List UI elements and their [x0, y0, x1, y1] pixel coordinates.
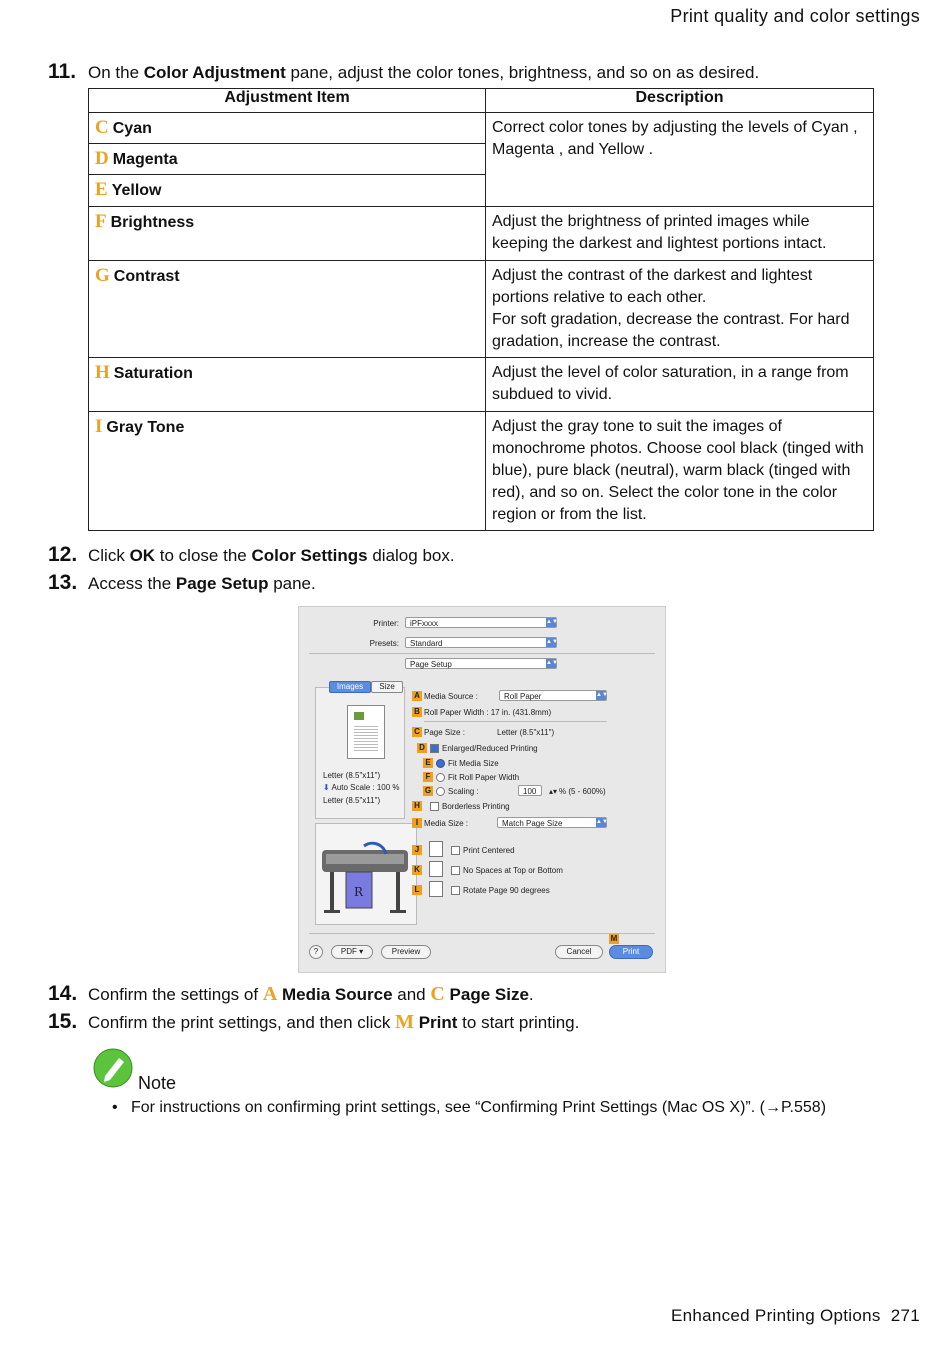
select-arrow-icon: ▲▼ [596, 692, 608, 698]
presets-value: Standard [410, 639, 443, 648]
step-bold: Color Settings [251, 546, 368, 565]
step-bold: Color Adjustment [143, 63, 286, 82]
preview-scale [323, 783, 400, 792]
table-header-row [89, 89, 874, 113]
footer-section: Enhanced Printing Options [670, 1306, 881, 1325]
print-centered-checkbox[interactable] [451, 846, 515, 855]
page-preview-thumbnail [347, 705, 385, 759]
marker-b: B [412, 707, 422, 717]
item-name: Magenta [112, 151, 178, 168]
help-button[interactable]: ? [309, 945, 323, 959]
step-number: 12. [48, 543, 78, 566]
select-arrow-icon: ▲▼ [546, 639, 558, 645]
presets-select[interactable] [405, 637, 557, 648]
select-arrow-icon: ▲▼ [596, 819, 608, 825]
item-letter: H [95, 362, 110, 383]
media-source-select[interactable] [499, 690, 607, 701]
running-header: Print quality and color settings [670, 6, 920, 26]
item-name: Saturation [113, 365, 193, 382]
item-cell [89, 113, 486, 144]
step-number: 13. [48, 571, 78, 594]
printer-illustration-panel [315, 823, 417, 925]
step-text: . [528, 985, 534, 1004]
page-size-value: Letter (8.5"x11") [497, 728, 555, 737]
marker-e: E [423, 758, 433, 768]
preview-text: Letter (8.5"x11") [323, 796, 381, 805]
item-cell [89, 261, 486, 358]
fit-roll-radio[interactable] [436, 773, 519, 782]
item-letter: C [95, 117, 109, 138]
item-cell [89, 175, 486, 207]
marker-i: I [412, 818, 422, 828]
page-size-label: Page Size : [424, 728, 465, 737]
print-centered-label: Print Centered [463, 846, 515, 855]
step-bold: Page Setup [175, 574, 269, 593]
select-arrow-icon: ▲▼ [546, 660, 558, 666]
presets-label: Presets: [369, 639, 399, 648]
step-text: pane, adjust the color tones, brightness, and so on as desired. [285, 63, 760, 82]
step-text: pane. [268, 574, 316, 593]
table-header: Adjustment Item [89, 89, 486, 113]
pane-select[interactable] [405, 658, 557, 669]
checkbox-icon [451, 846, 460, 855]
item-letter: F [95, 211, 107, 232]
media-size-value: Match Page Size [502, 819, 563, 828]
preview-button[interactable]: Preview [381, 945, 431, 959]
printer-label: Printer: [373, 619, 399, 628]
desc-cell: Correct color tones by adjusting the levels of Cyan , Magenta , and Yellow . [486, 113, 874, 207]
marker-j: J [412, 845, 422, 855]
item-cell [89, 412, 486, 531]
media-size-select[interactable] [497, 817, 607, 828]
no-spaces-label: No Spaces at Top or Bottom [463, 866, 563, 875]
step-number: 15. [48, 1010, 78, 1033]
print-button[interactable]: Print [609, 945, 653, 959]
divider [309, 933, 655, 934]
item-name: Contrast [113, 268, 180, 285]
scaling-value: 100 [523, 787, 537, 796]
borderless-label: Borderless Printing [442, 802, 510, 811]
desc-cell: Adjust the brightness of printed images while keeping the darkest and lightest portions intact. [486, 207, 874, 261]
step-text: Access the [88, 574, 176, 593]
scaling-label: Scaling : [448, 787, 479, 796]
thumbnail-image-icon [354, 712, 364, 720]
step-text: Confirm the print settings, and then click [88, 1013, 396, 1032]
step-text: On the [88, 63, 144, 82]
step-letter: C [430, 983, 445, 1005]
arrow-down-icon: ⬇ [323, 783, 330, 792]
desc-cell: Adjust the level of color saturation, in a range from subdued to vivid. [486, 358, 874, 412]
radio-selected-icon [436, 759, 445, 768]
borderless-checkbox[interactable] [430, 802, 510, 811]
fit-media-label: Fit Media Size [448, 759, 499, 768]
marker-l: L [412, 885, 422, 895]
roll-width-text: Roll Paper Width : 17 in. (431.8mm) [424, 708, 552, 717]
marker-k: K [412, 865, 422, 875]
pdf-button[interactable]: PDF ▾ [331, 945, 373, 959]
step-text: to close the [155, 546, 252, 565]
checkbox-icon [451, 866, 460, 875]
item-name: Brightness [110, 214, 195, 231]
step-13 [48, 571, 316, 595]
note-text: For instructions on confirming print settings, see “Confirming Print Settings (Mac OS X)”. (→P.558) [130, 1099, 827, 1116]
step-number: 11. [48, 60, 77, 83]
step-14 [48, 982, 534, 1006]
item-cell [89, 144, 486, 175]
rotate-label: Rotate Page 90 degrees [463, 886, 550, 895]
rotate-icon [429, 881, 443, 897]
note-title: Note [138, 1073, 177, 1093]
tab-images[interactable]: Images [329, 681, 371, 693]
item-letter: D [95, 148, 109, 169]
step-text: and [392, 985, 431, 1004]
step-bold: Page Size [449, 985, 529, 1004]
marker-m: M [610, 934, 618, 943]
item-letter: G [95, 265, 110, 286]
scaling-input[interactable] [518, 785, 542, 796]
checkbox-checked-icon [430, 744, 439, 753]
scaling-range: % (5 - 600%) [559, 787, 606, 796]
item-cell [89, 358, 486, 412]
fit-media-radio[interactable] [436, 759, 499, 768]
step-text: Click [88, 546, 130, 565]
step-text: dialog box. [367, 546, 455, 565]
table-row [89, 207, 874, 261]
step-number: 14. [48, 982, 78, 1005]
preview-text: Letter (8.5"x11") [323, 771, 381, 780]
note-pencil-icon [93, 1048, 133, 1088]
enlarged-label: Enlarged/Reduced Printing [442, 744, 538, 753]
marker-h: H [412, 801, 422, 811]
media-size-label: Media Size : [424, 819, 469, 828]
desc-line: Adjust the contrast of the darkest and lightest portions relative to each other. [492, 267, 813, 306]
marker-a: A [412, 691, 422, 701]
page-setup-dialog [298, 606, 666, 973]
adjustment-table [88, 88, 874, 531]
scaling-radio[interactable] [436, 787, 479, 796]
step-15 [48, 1010, 579, 1034]
table-row [89, 358, 874, 412]
step-12 [48, 543, 455, 567]
divider [309, 653, 655, 654]
fit-roll-label: Fit Roll Paper Width [448, 773, 520, 782]
rotate-checkbox[interactable] [451, 886, 550, 895]
no-spaces-checkbox[interactable] [451, 866, 563, 875]
enlarged-checkbox[interactable] [430, 744, 538, 753]
table-row [89, 113, 874, 144]
bullet: • [112, 1099, 118, 1116]
step-letter: M [395, 1011, 414, 1033]
cancel-button[interactable]: Cancel [555, 945, 603, 959]
tab-size[interactable]: Size [371, 681, 403, 693]
desc-line: For soft gradation, decrease the contrast. For hard gradation, increase the contrast. [492, 311, 850, 350]
marker-c: C [412, 727, 422, 737]
media-source-value: Roll Paper [504, 692, 542, 701]
preview-scale-text: Auto Scale : 100 % [331, 783, 400, 792]
step-bold: Print [418, 1013, 458, 1032]
step-11 [48, 60, 759, 84]
step-text: to start printing. [457, 1013, 580, 1032]
step-letter: A [262, 983, 278, 1005]
desc-cell: Adjust the gray tone to suit the images of monochrome photos. Choose cool black (tinged with blue), pure black (neutral), warm black (tinged with red), and so on. Select the color tone in the color region or from the list. [486, 412, 874, 531]
divider [424, 721, 607, 722]
scaling-stepper[interactable]: ▴▾ [549, 787, 558, 796]
item-cell [89, 207, 486, 261]
svg-text:R: R [354, 885, 364, 899]
table-row [89, 261, 874, 358]
item-name: Yellow [111, 182, 162, 199]
page-number: 271 [890, 1306, 920, 1325]
item-name: Cyan [112, 120, 152, 137]
media-source-label: Media Source : [424, 692, 478, 701]
checkbox-icon [430, 802, 439, 811]
marker-f: F [423, 772, 433, 782]
no-spaces-icon [429, 861, 443, 877]
thumbnail-lines [354, 724, 378, 752]
select-arrow-icon: ▲▼ [546, 619, 558, 625]
radio-icon [436, 773, 445, 782]
table-row [89, 412, 874, 531]
printer-value: iPFxxxx [410, 619, 438, 628]
printer-illustration-icon [316, 824, 416, 924]
running-footer [671, 1306, 920, 1326]
item-name: Gray Tone [106, 419, 185, 436]
pane-value: Page Setup [410, 660, 452, 669]
desc-cell [486, 261, 874, 358]
item-letter: E [95, 179, 108, 200]
step-bold: OK [129, 546, 156, 565]
radio-icon [436, 787, 445, 796]
print-centered-icon [429, 841, 443, 857]
checkbox-icon [451, 886, 460, 895]
step-text: Confirm the settings of [88, 985, 263, 1004]
marker-d: D [417, 743, 427, 753]
printer-select[interactable] [405, 617, 557, 628]
step-bold: Media Source [282, 985, 393, 1004]
marker-g: G [424, 786, 432, 795]
note-item [112, 1099, 826, 1117]
table-header: Description [486, 89, 874, 113]
item-letter: I [95, 416, 103, 437]
